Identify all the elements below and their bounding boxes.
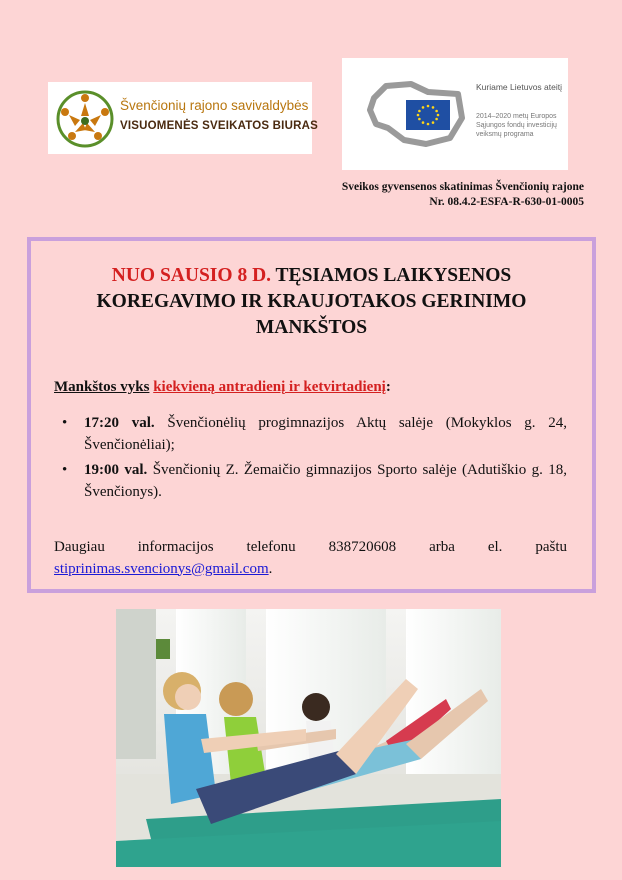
session-location: Švenčionių Z. Žemaičio gimnazijos Sporto salėje (Adutiškio g. 18, Švenčionys).	[84, 462, 567, 500]
headline-line-1	[31, 263, 592, 289]
contact-end: .	[268, 560, 273, 577]
bullet-icon: •	[62, 415, 68, 431]
headline-line-3: MANKŠTOS	[255, 317, 368, 338]
session-location: Švenčionėlių progimnazijos Aktų salėje (Mokyklos g. 24, Švenčionėliai);	[84, 415, 567, 453]
headline	[31, 263, 592, 341]
project-info	[342, 180, 584, 210]
phone-number: 838720608	[328, 539, 397, 555]
schedule-lead-text: Mankštos vyks	[54, 379, 150, 395]
contact-word: Daugiau	[54, 539, 105, 555]
session-time: 19:00 val.	[84, 462, 148, 478]
contact-word: arba	[429, 539, 455, 555]
project-number: Nr. 08.4.2-ESFA-R-630-01-0005	[429, 196, 584, 208]
exercise-photo	[116, 609, 501, 867]
contact-info	[54, 537, 567, 580]
lithuania-map-eu-flag-icon	[366, 78, 466, 148]
figures-emblem-icon	[54, 88, 116, 150]
schedule-colon: :	[385, 379, 391, 395]
announcement-box	[27, 237, 596, 593]
schedule-lead	[54, 379, 391, 396]
contact-word: telefonu	[246, 539, 296, 555]
bullet-icon: •	[62, 462, 68, 478]
email-link[interactable]: stiprinimas.svencionys@gmail.com	[54, 560, 269, 577]
contact-word: informacijos	[137, 539, 214, 555]
contact-word: el.	[487, 539, 503, 555]
bureau-name: VISUOMENĖS SVEIKATOS BIURAS	[120, 120, 318, 132]
list-item	[54, 460, 567, 503]
list-item	[54, 413, 567, 456]
schedule-days: kiekvieną antradienį ir ketvirtadienį	[153, 379, 386, 395]
municipality-logo	[48, 82, 318, 154]
schedule-list	[54, 413, 567, 507]
pilates-class-illustration	[116, 609, 501, 867]
project-title: Sveikos gyvensenos skatinimas Švenčionių rajone	[341, 181, 584, 193]
eu-program-text: 2014–2020 metų Europos Sąjungos fondų investicijų veiksmų programa	[476, 113, 557, 138]
eu-slogan: Kuriame Lietuvos ateitį	[476, 82, 562, 92]
headline-line-2: KOREGAVIMO IR KRAUJOTAKOS GERINIMO	[96, 291, 527, 312]
headline-line-1-rest: TĘSIAMOS LAIKYSENOS	[271, 265, 512, 286]
contact-word: paštu	[535, 539, 567, 555]
eu-funds-logo	[342, 58, 568, 170]
headline-date: NUO SAUSIO 8 D.	[111, 265, 272, 286]
session-time: 17:20 val.	[84, 415, 155, 431]
municipality-name: Švenčionių rajono savivaldybės	[120, 98, 309, 113]
contact-line	[54, 537, 567, 559]
